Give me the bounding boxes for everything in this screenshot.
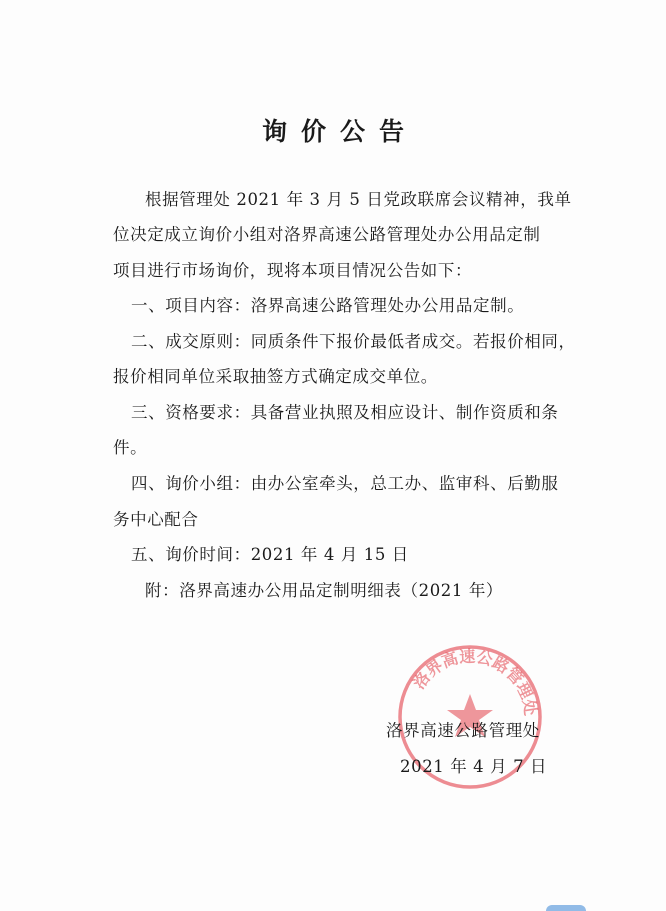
body-line-3: 项目进行市场询价，现将本项目情况公告如下： [113,261,473,280]
body-line-5: 二、成交原则：同质条件下报价最低者成交。若报价相同， [131,332,576,351]
body-line-11: 五、询价时间：2021 年 4 月 15 日 [131,545,409,564]
signature-date: 2021 年 4 月 7 日 [400,757,548,776]
signature-org: 洛界高速公路管理处 [386,721,540,740]
svg-text:洛界高速公路管理处: 洛界高速公路管理处 [409,646,541,717]
page-title: 询价公告 [261,117,418,146]
attachment-line: 附：洛界高速办公用品定制明细表（2021 年） [145,581,504,600]
body-line-2: 位决定成立询价小组对洛界高速公路管理处办公用品定制 [113,225,541,244]
body-line-7: 三、资格要求：具备营业执照及相应设计、制作资质和条 [131,403,559,422]
body-line-6: 报价相同单位采取抽签方式确定成交单位。 [113,367,438,386]
body-line-9: 四、询价小组：由办公室牵头，总工办、监审科、后勤服 [131,474,559,493]
body-line-10: 务中心配合 [113,510,199,529]
body-line-8: 件。 [113,438,148,457]
body-line-1: 根据管理处 2021 年 3 月 5 日党政联席会议精神，我单 [145,190,572,209]
body-line-4: 一、项目内容：洛界高速公路管理处办公用品定制。 [131,296,525,315]
page-corner-tab [546,905,586,911]
